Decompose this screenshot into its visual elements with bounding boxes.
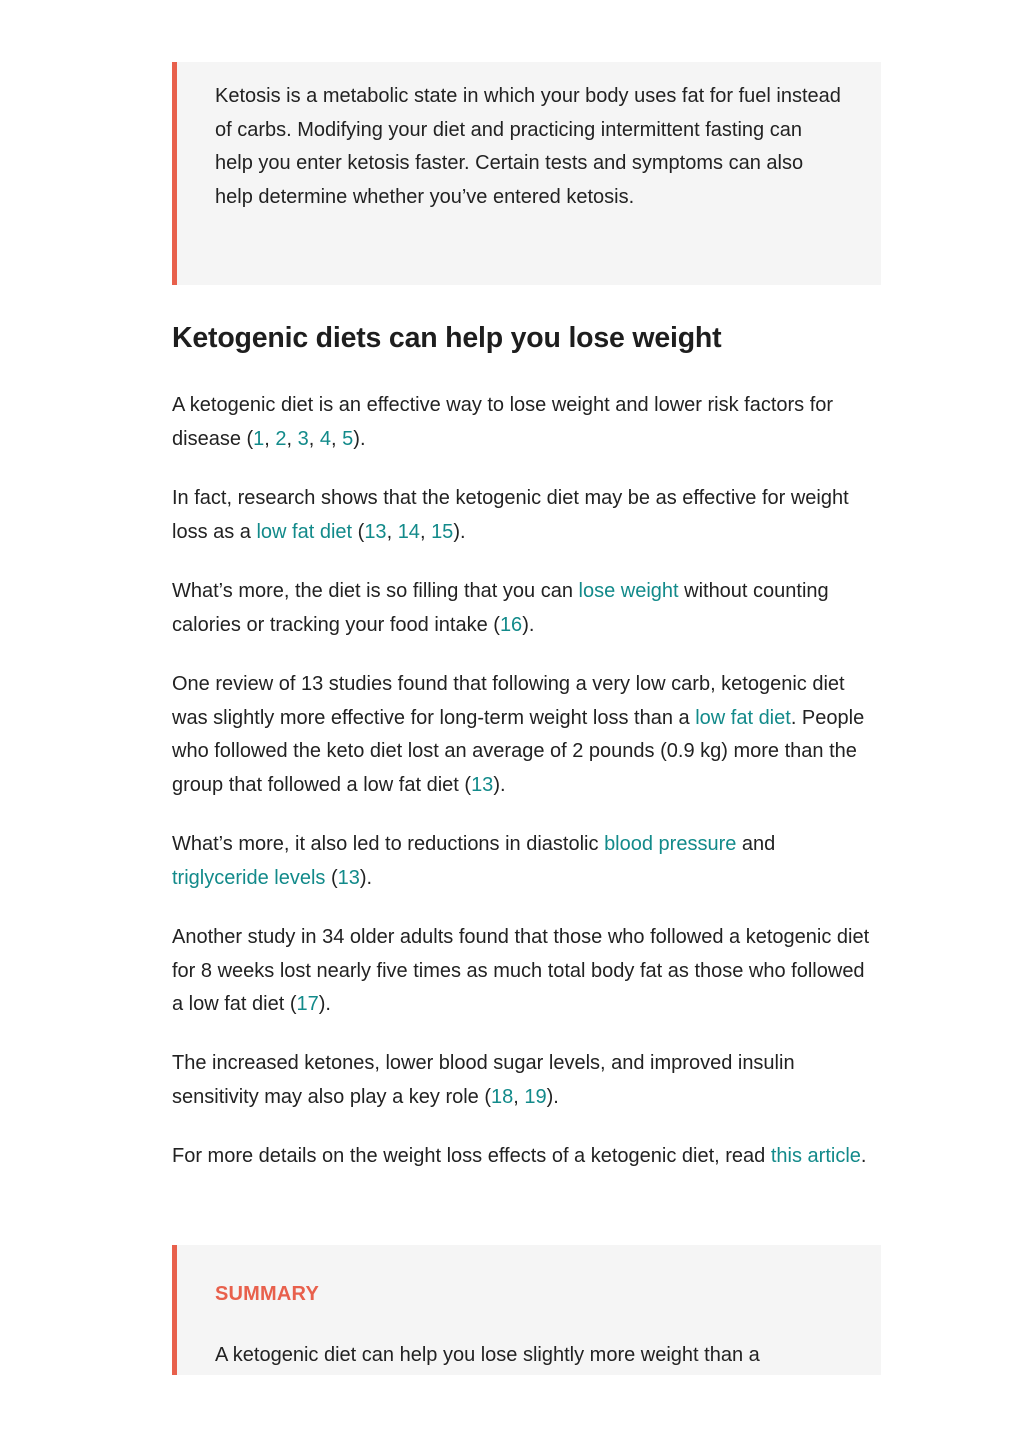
citation-link-16[interactable]: 16 [499,613,523,636]
citation-link-13[interactable]: 13 [364,520,387,543]
summary-box [172,1245,881,1375]
this-article-link[interactable]: this article [770,1145,861,1167]
paragraph-4: One review of 13 studies found that following a very low carb, ketogenic diet was slightly more effective for long-term weight loss than a low fat diet. People who followed the keto diet lost an average of 2 pounds (0.9 kg) more than the group that followed a low fat diet (13). [172,673,865,796]
citation-link-14[interactable]: 14 [397,520,420,543]
paragraph-6: Another study in 34 older adults found that those who followed a ketogenic diet for 8 weeks lost nearly five times as much total body fat as those who followed a low fat diet (17). [172,926,870,1015]
citation-link-4[interactable]: 4 [319,427,332,450]
section-heading: Ketogenic diets can help you lose weight [172,322,722,354]
citation-link-13c[interactable]: 13 [337,866,360,889]
citation-link-17[interactable]: 17 [296,993,319,1015]
citation-link-1[interactable]: 1 [253,427,265,450]
citation-link-18[interactable]: 18 [491,1085,514,1108]
citation-link-19[interactable]: 19 [524,1085,547,1108]
citation-link-15[interactable]: 15 [431,520,454,543]
paragraph-8: For more details on the weight loss effects of a ketogenic diet, read this article. [172,1145,867,1167]
paragraph-7: The increased ketones, lower blood sugar levels, and improved insulin sensitivity may also play a key role (18, 19). [172,1052,795,1108]
low-fat-diet-link-2[interactable]: low fat diet [695,706,791,729]
summary-label: SUMMARY [215,1283,319,1305]
citation-link-5[interactable]: 5 [342,427,354,450]
paragraph-5: What’s more, it also led to reductions in diastolic blood pressure and triglyceride levels (13). [172,833,776,889]
triglyceride-levels-link[interactable]: triglyceride levels [172,866,326,889]
low-fat-diet-link[interactable]: low fat diet [256,520,353,543]
paragraph-3: What’s more, the diet is so filling that you can lose weight without counting calories or tracking your food intake (16). [172,580,829,636]
paragraph-1: A ketogenic diet is an effective way to lose weight and lower risk factors for disease (1, 2, 3, 4, 5). [172,394,834,450]
paragraph-2: In fact, research shows that the ketogenic diet may be as effective for weight loss as a low fat diet (13, 14, 15). [172,487,849,543]
key-takeaway-text: Ketosis is a metabolic state in which your body uses fat for fuel instead of carbs. Modifying your diet and practicing intermittent fasting can help you enter ketosis faster. Certain tests and symptoms can also help determine whether you’ve entered ketosis. [215,85,841,208]
citation-link-2[interactable]: 2 [275,427,287,450]
blood-pressure-link[interactable]: blood pressure [604,833,737,855]
citation-link-3[interactable]: 3 [297,427,309,450]
lose-weight-link[interactable]: lose weight [578,580,679,602]
key-takeaway-box [172,62,881,285]
summary-text: A ketogenic diet can help you lose slightly more weight than a [215,1344,760,1366]
citation-link-13b[interactable]: 13 [471,773,494,796]
